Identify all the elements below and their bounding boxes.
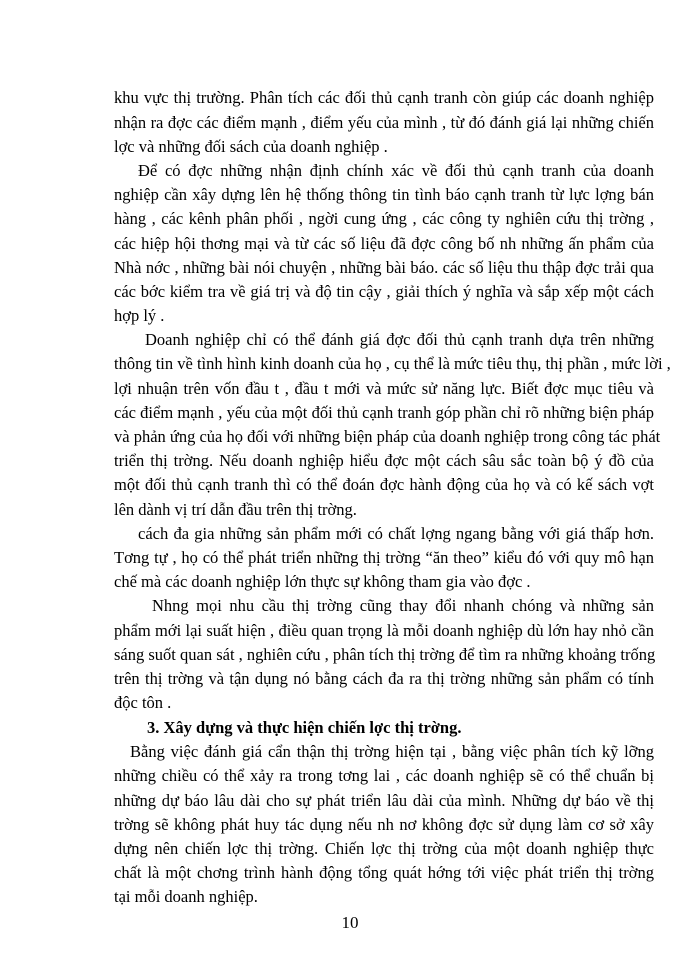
text-line: các bớc kiểm tra về giá trị và độ tin cậy , giải thích ý nghĩa và sắp xếp một cách (114, 282, 654, 301)
text-line: chất là một chơng trình hành động tổng quát hớng tới việc phát triển thị trờng (114, 863, 654, 882)
text-line: lợi nhuận trên vốn đầu t , đầu t mới và mức sử năng lực. Biết đợc mục tiêu và (114, 379, 654, 398)
text-line: sáng suốt quan sát , nghiên cứu , phân tích thị trờng để tìm ra những khoảng trống (114, 645, 656, 664)
text-line: các điểm mạnh , yếu của một đối thủ cạnh tranh góp phần chỉ rõ những biện pháp (114, 403, 654, 422)
text-line: cách đa gia những sản phẩm mới có chất lợng ngang bằng với giá thấp hơn. (138, 524, 654, 543)
page-number: 10 (341, 913, 359, 932)
text-line: triển thị trờng. Nếu doanh nghiệp hiểu đợc một cách sâu sắc toàn bộ ý đồ của (114, 451, 654, 470)
text-line: lên dành vị trí dẫn đầu trên thị trờng. (114, 500, 357, 519)
text-line: những chiều có thể xảy ra trong tơng lai , các doanh nghiệp sẽ có thể chuẩn bị (114, 766, 654, 785)
text-line: thông tin về tình hình kinh doanh của họ , cụ thể là mức tiêu thụ, thị phần , mức lời , (114, 354, 671, 373)
text-line: các hiệp hội thơng mại và từ các số liệu đã đợc công bố nh những ấn phẩm của (114, 234, 654, 253)
text-line: và phản ứng của họ đối với những biện pháp của doanh nghiệp trong công tác phát (114, 427, 661, 446)
text-line: Để có đợc những nhận định chính xác về đối thủ cạnh tranh của doanh (138, 161, 654, 180)
text-line: một đối thủ cạnh tranh thì có thể đoán đợc hành động của họ và có kế sách vợt (114, 475, 654, 494)
text-line: nhận ra đợc các điểm mạnh , điểm yếu của mình , từ đó đánh giá lại những chiến (114, 113, 654, 132)
section-heading: 3. Xây dựng và thực hiện chiến lợc thị trờng. (147, 718, 462, 737)
text-line: hợp lý . (114, 306, 165, 325)
text-line: chế mà các doanh nghiệp lớn thực sự không tham gia vào đợc . (114, 572, 531, 591)
text-line: lợc và những đối sách của doanh nghiệp . (114, 137, 388, 156)
text-line: Tơng tự , họ có thể phát triển những thị trờng “ăn theo” kiểu đó với quy mô hạn (114, 548, 654, 567)
text-line: khu vực thị trường. Phân tích các đối thủ cạnh tranh còn giúp các doanh nghiệp (114, 88, 654, 107)
text-line: trờng sẽ không phát huy tác dụng nếu nh nơ không đợc sử dụng làm cơ sở xây (114, 815, 654, 834)
text-line: trên thị trờng và tận dụng nó bằng cách đa ra thị trờng những sản phẩm có tính (114, 669, 654, 688)
text-line: phẩm mới lại suất hiện , điều quan trọng là mỗi doanh nghiệp dù lớn hay nhỏ cần (114, 621, 654, 640)
text-line: nghiệp cần xây dựng lên hệ thống thông tin tình báo cạnh tranh từ lực lợng bán (114, 185, 654, 204)
text-line: Nhà nớc , những bài nói chuyện , những bài báo. các số liệu thu thập đợc trải qua (114, 258, 654, 277)
text-line: Doanh nghiệp chỉ có thể đánh giá đợc đối thủ cạnh tranh dựa trên những (145, 330, 654, 349)
text-line: dựng nên chiến lợc thị trờng. Chiến lợc thị trờng của một doanh nghiệp thực (114, 839, 654, 858)
text-line: tại mỗi doanh nghiệp. (114, 887, 258, 906)
text-line: những dự báo lâu dài cho sự phát triển lâu dài của mình. Những dự báo về thị (114, 791, 654, 810)
text-line: Bằng việc đánh giá cẩn thận thị trờng hiện tại , bằng việc phân tích kỹ lỡng (130, 742, 654, 761)
text-line: độc tôn . (114, 693, 172, 712)
text-line: Nhng mọi nhu cầu thị trờng cũng thay đổi nhanh chóng và những sản (152, 596, 654, 615)
text-line: hàng , các kênh phân phối , ngời cung ứng , các công ty nghiên cứu thị trờng , (114, 209, 654, 228)
